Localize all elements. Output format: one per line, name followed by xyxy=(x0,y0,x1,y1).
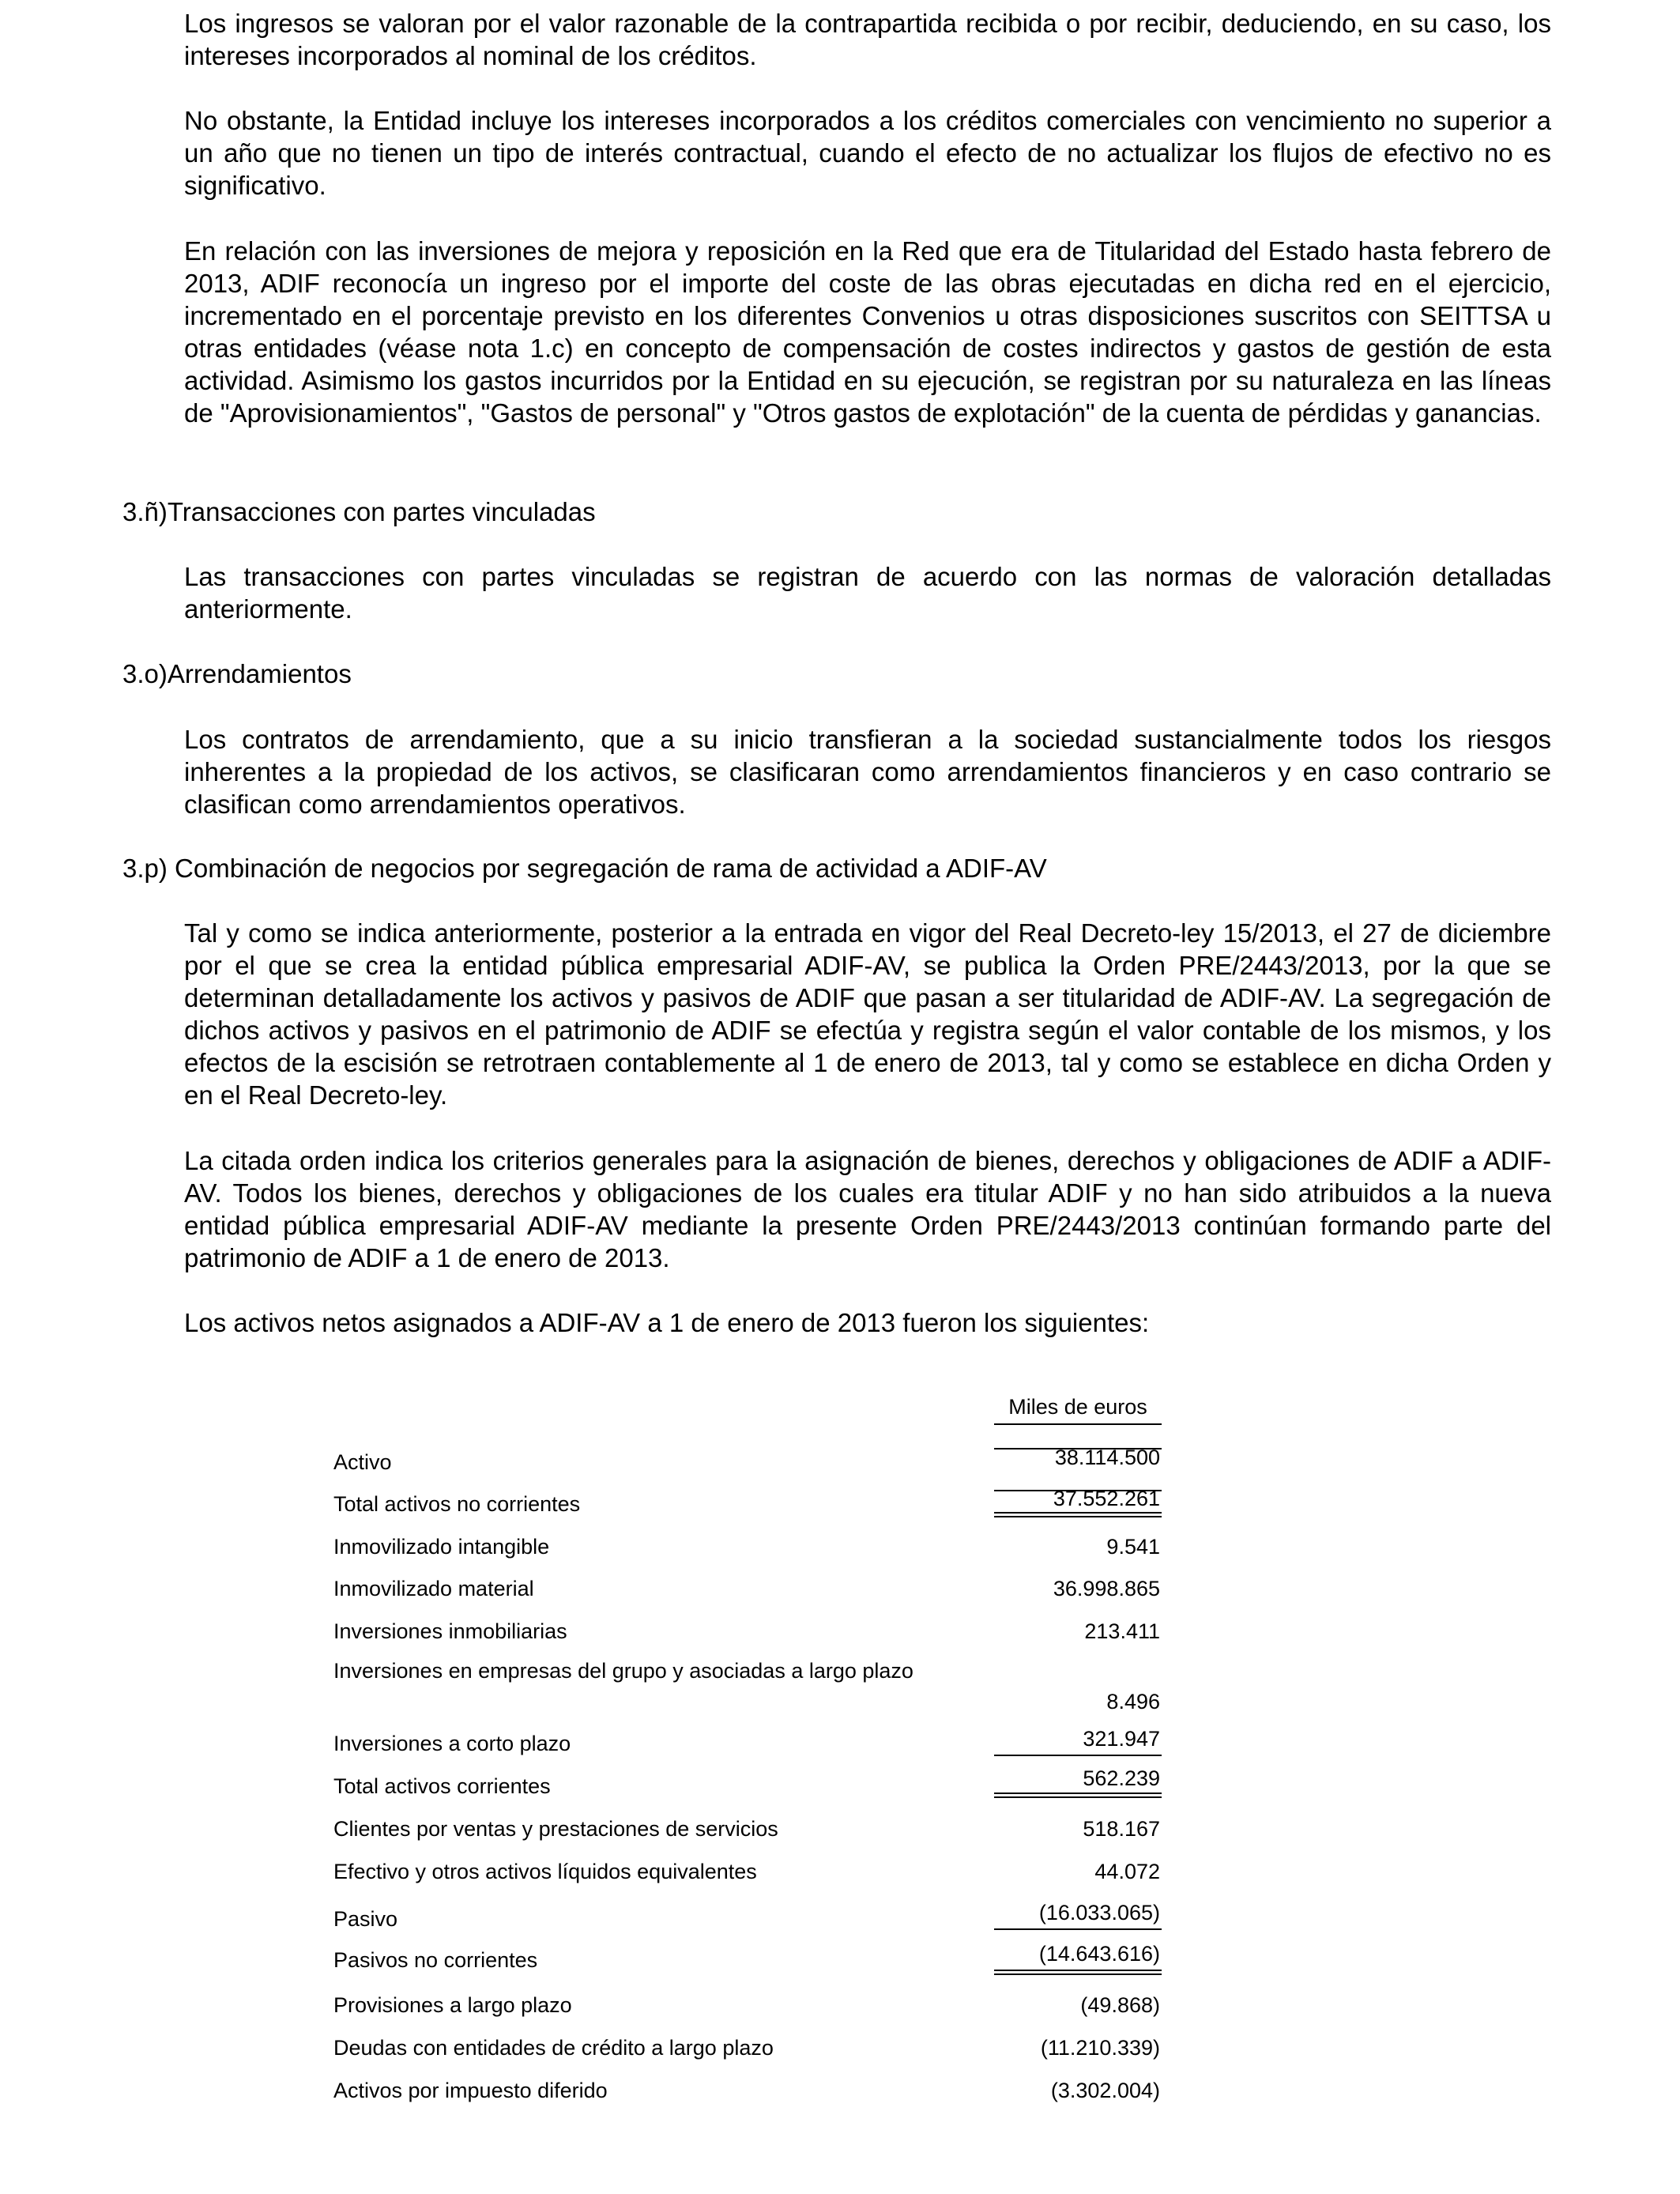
paragraph-activos-netos-intro: Los activos netos asignados a ADIF-AV a 1 de enero de 2013 fueron los siguientes: xyxy=(184,1308,1150,1337)
row-value: (11.210.339) xyxy=(1040,2036,1160,2060)
heading-arrendamientos: 3.o)Arrendamientos xyxy=(122,659,352,688)
row-label: Pasivo xyxy=(333,1907,398,1931)
heading-transacciones-vinculadas: 3.ñ)Transacciones con partes vinculadas xyxy=(122,497,596,526)
row-value: 8.496 xyxy=(1106,1690,1160,1713)
row-value: 44.072 xyxy=(1094,1860,1160,1883)
row-value: 37.552.261 xyxy=(1053,1487,1160,1510)
row-value: (14.643.616) xyxy=(1038,1942,1160,1966)
row-rule xyxy=(994,1755,1162,1756)
row-value: 321.947 xyxy=(1083,1727,1160,1751)
row-value: (49.868) xyxy=(1080,1993,1160,2017)
row-label: Inversiones inmobiliarias xyxy=(333,1619,567,1643)
header-rule xyxy=(994,1423,1162,1425)
row-label: Clientes por ventas y prestaciones de servicios xyxy=(333,1817,778,1841)
row-label: Efectivo y otros activos líquidos equivalentes xyxy=(333,1860,757,1883)
row-label: Inmovilizado material xyxy=(333,1577,534,1600)
row-value: (3.302.004) xyxy=(1050,2079,1160,2102)
row-value: (16.033.065) xyxy=(1038,1901,1160,1924)
row-label: Inmovilizado intangible xyxy=(333,1535,550,1559)
row-label: Activo xyxy=(333,1450,392,1474)
row-label: Deudas con entidades de crédito a largo plazo xyxy=(333,2036,774,2060)
row-double-rule xyxy=(994,1512,1162,1517)
paragraph-ingresos-valoracion: Los ingresos se valoran por el valor razonable de la contrapartida recibida o por recibir, deduciendo, en su caso, los intereses incorporados al nominal de los créditos. xyxy=(184,9,1551,70)
row-double-rule xyxy=(994,1793,1162,1798)
row-label: Inversiones en empresas del grupo y asociadas a largo plazo xyxy=(333,1659,913,1683)
paragraph-criterios-asignacion: La citada orden indica los criterios generales para la asignación de bienes, derechos y obligaciones de ADIF a ADIF-AV. Todos los bienes, derechos y obligaciones de los cuales era titular ADIF y no han sido atribuidos a la nueva entidad pública empresarial ADIF-AV mediante la presente Orden PRE/2443/2013 continúan formando parte del patrimonio de ADIF a 1 de enero de 2013. xyxy=(184,1146,1551,1272)
paragraph-inversiones-red: En relación con las inversiones de mejora y reposición en la Red que era de Titularidad del Estado hasta febrero de 2013, ADIF reconocía un ingreso por el importe del coste de las obras ejecutadas en dicha red en el ejercicio, incrementado en el porcentaje previsto en los diferentes Convenios u otras disposiciones suscritos con SEITTSA u otras entidades (véase nota 1.c) en concepto de compensación de costes indirectos y gastos de gestión de esta actividad. Asimismo los gastos incurridos por la Entidad en su ejecución, se registran por su naturaleza en las líneas de "Aprovisionamientos", "Gastos de personal" y "Otros gastos de explotación" de la cuenta de pérdidas y ganancias. xyxy=(184,236,1551,428)
row-value: 38.114.500 xyxy=(1054,1446,1160,1469)
row-label: Pasivos no corrientes xyxy=(333,1948,538,1972)
row-double-rule xyxy=(994,1970,1162,1975)
row-value: 562.239 xyxy=(1083,1766,1160,1790)
row-rule xyxy=(994,1928,1162,1930)
row-label: Inversiones a corto plazo xyxy=(333,1732,571,1755)
row-value: 36.998.865 xyxy=(1053,1577,1160,1600)
row-label: Total activos corrientes xyxy=(333,1774,551,1798)
row-label: Activos por impuesto diferido xyxy=(333,2079,608,2102)
row-label: Provisiones a largo plazo xyxy=(333,1993,572,2017)
paragraph-transacciones-vinculadas: Las transacciones con partes vinculadas se registran de acuerdo con las normas de valoración detalladas anteriormente. xyxy=(184,562,1551,624)
paragraph-arrendamientos: Los contratos de arrendamiento, que a su inicio transfieran a la sociedad sustancialmente todos los riesgos inherentes a la propiedad de los activos, se clasificaran como arrendamientos financieros y en caso contrario se clasifican como arrendamientos operativos. xyxy=(184,725,1551,819)
paragraph-segregacion: Tal y como se indica anteriormente, posterior a la entrada en vigor del Real Decreto-ley 15/2013, el 27 de diciembre por el que se crea la entidad pública empresarial ADIF-AV, se publica la Orden PRE/2443/2013, por la que se determinan detalladamente los activos y pasivos de ADIF que pasan a ser titularidad de ADIF-AV. La segregación de dichos activos y pasivos en el patrimonio de ADIF se efectúa y registra según el valor contable de los mismos, y los efectos de la escisión se retrotraen contablemente al 1 de enero de 2013, tal y como se establece en dicha Orden y en el Real Decreto-ley. xyxy=(184,918,1551,1110)
row-label: Total activos no corrientes xyxy=(333,1492,581,1516)
row-value: 213.411 xyxy=(1084,1619,1160,1643)
table-column-header: Miles de euros xyxy=(1008,1395,1147,1419)
row-value: 9.541 xyxy=(1106,1535,1160,1559)
heading-combinacion-negocios: 3.p) Combinación de negocios por segregación de rama de actividad a ADIF-AV xyxy=(122,854,1047,883)
paragraph-intereses-creditos: No obstante, la Entidad incluye los intereses incorporados a los créditos comerciales con vencimiento no superior a un año que no tienen un tipo de interés contractual, cuando el efecto de no actualizar los flujos de efectivo no es significativo. xyxy=(184,106,1551,200)
row-value: 518.167 xyxy=(1083,1817,1160,1841)
